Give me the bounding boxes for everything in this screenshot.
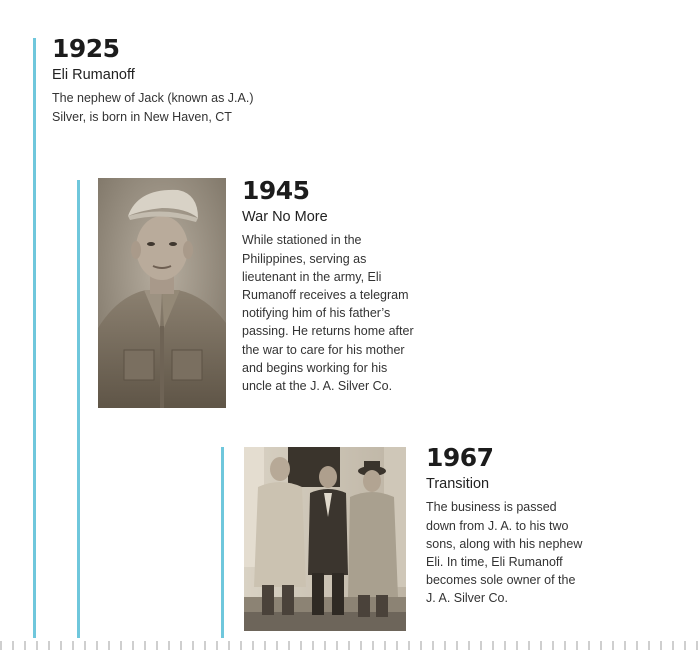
entry-year: 1925 bbox=[52, 34, 120, 63]
entry-year: 1945 bbox=[242, 176, 310, 205]
entry-heading: War No More bbox=[242, 209, 328, 225]
timeline-entry-1967 bbox=[426, 445, 586, 608]
entry-heading: Eli Rumanoff bbox=[52, 67, 135, 83]
entry-description: The nephew of Jack (known as J.A.) Silver, is born in New Haven, CT bbox=[52, 91, 254, 124]
entry-description: The business is passed down from J. A. to his two sons, along with his nephew Eli. In time, Eli Rumanoff becomes sole owner of the J. A. Silver Co. bbox=[426, 500, 583, 606]
timeline-line-1925 bbox=[33, 38, 36, 638]
entry-description: While stationed in the Philippines, serving as lieutenant in the army, Eli Rumanoff receives a telegram notifying him of his father’s passing. He returns home after the war to care for his mother and begins working for his uncle at the J. A. Silver Co. bbox=[242, 233, 414, 394]
timeline-entry-1945 bbox=[242, 178, 417, 395]
timeline-line-1945 bbox=[77, 180, 80, 638]
timeline-line-1967 bbox=[221, 447, 224, 638]
entry-year: 1967 bbox=[426, 443, 494, 472]
timeline-entry-1925 bbox=[52, 36, 282, 126]
soldier-portrait-photo bbox=[98, 178, 226, 408]
entry-heading: Transition bbox=[426, 476, 490, 492]
timeline-ruler bbox=[0, 641, 700, 650]
three-men-portrait-photo bbox=[244, 447, 406, 631]
